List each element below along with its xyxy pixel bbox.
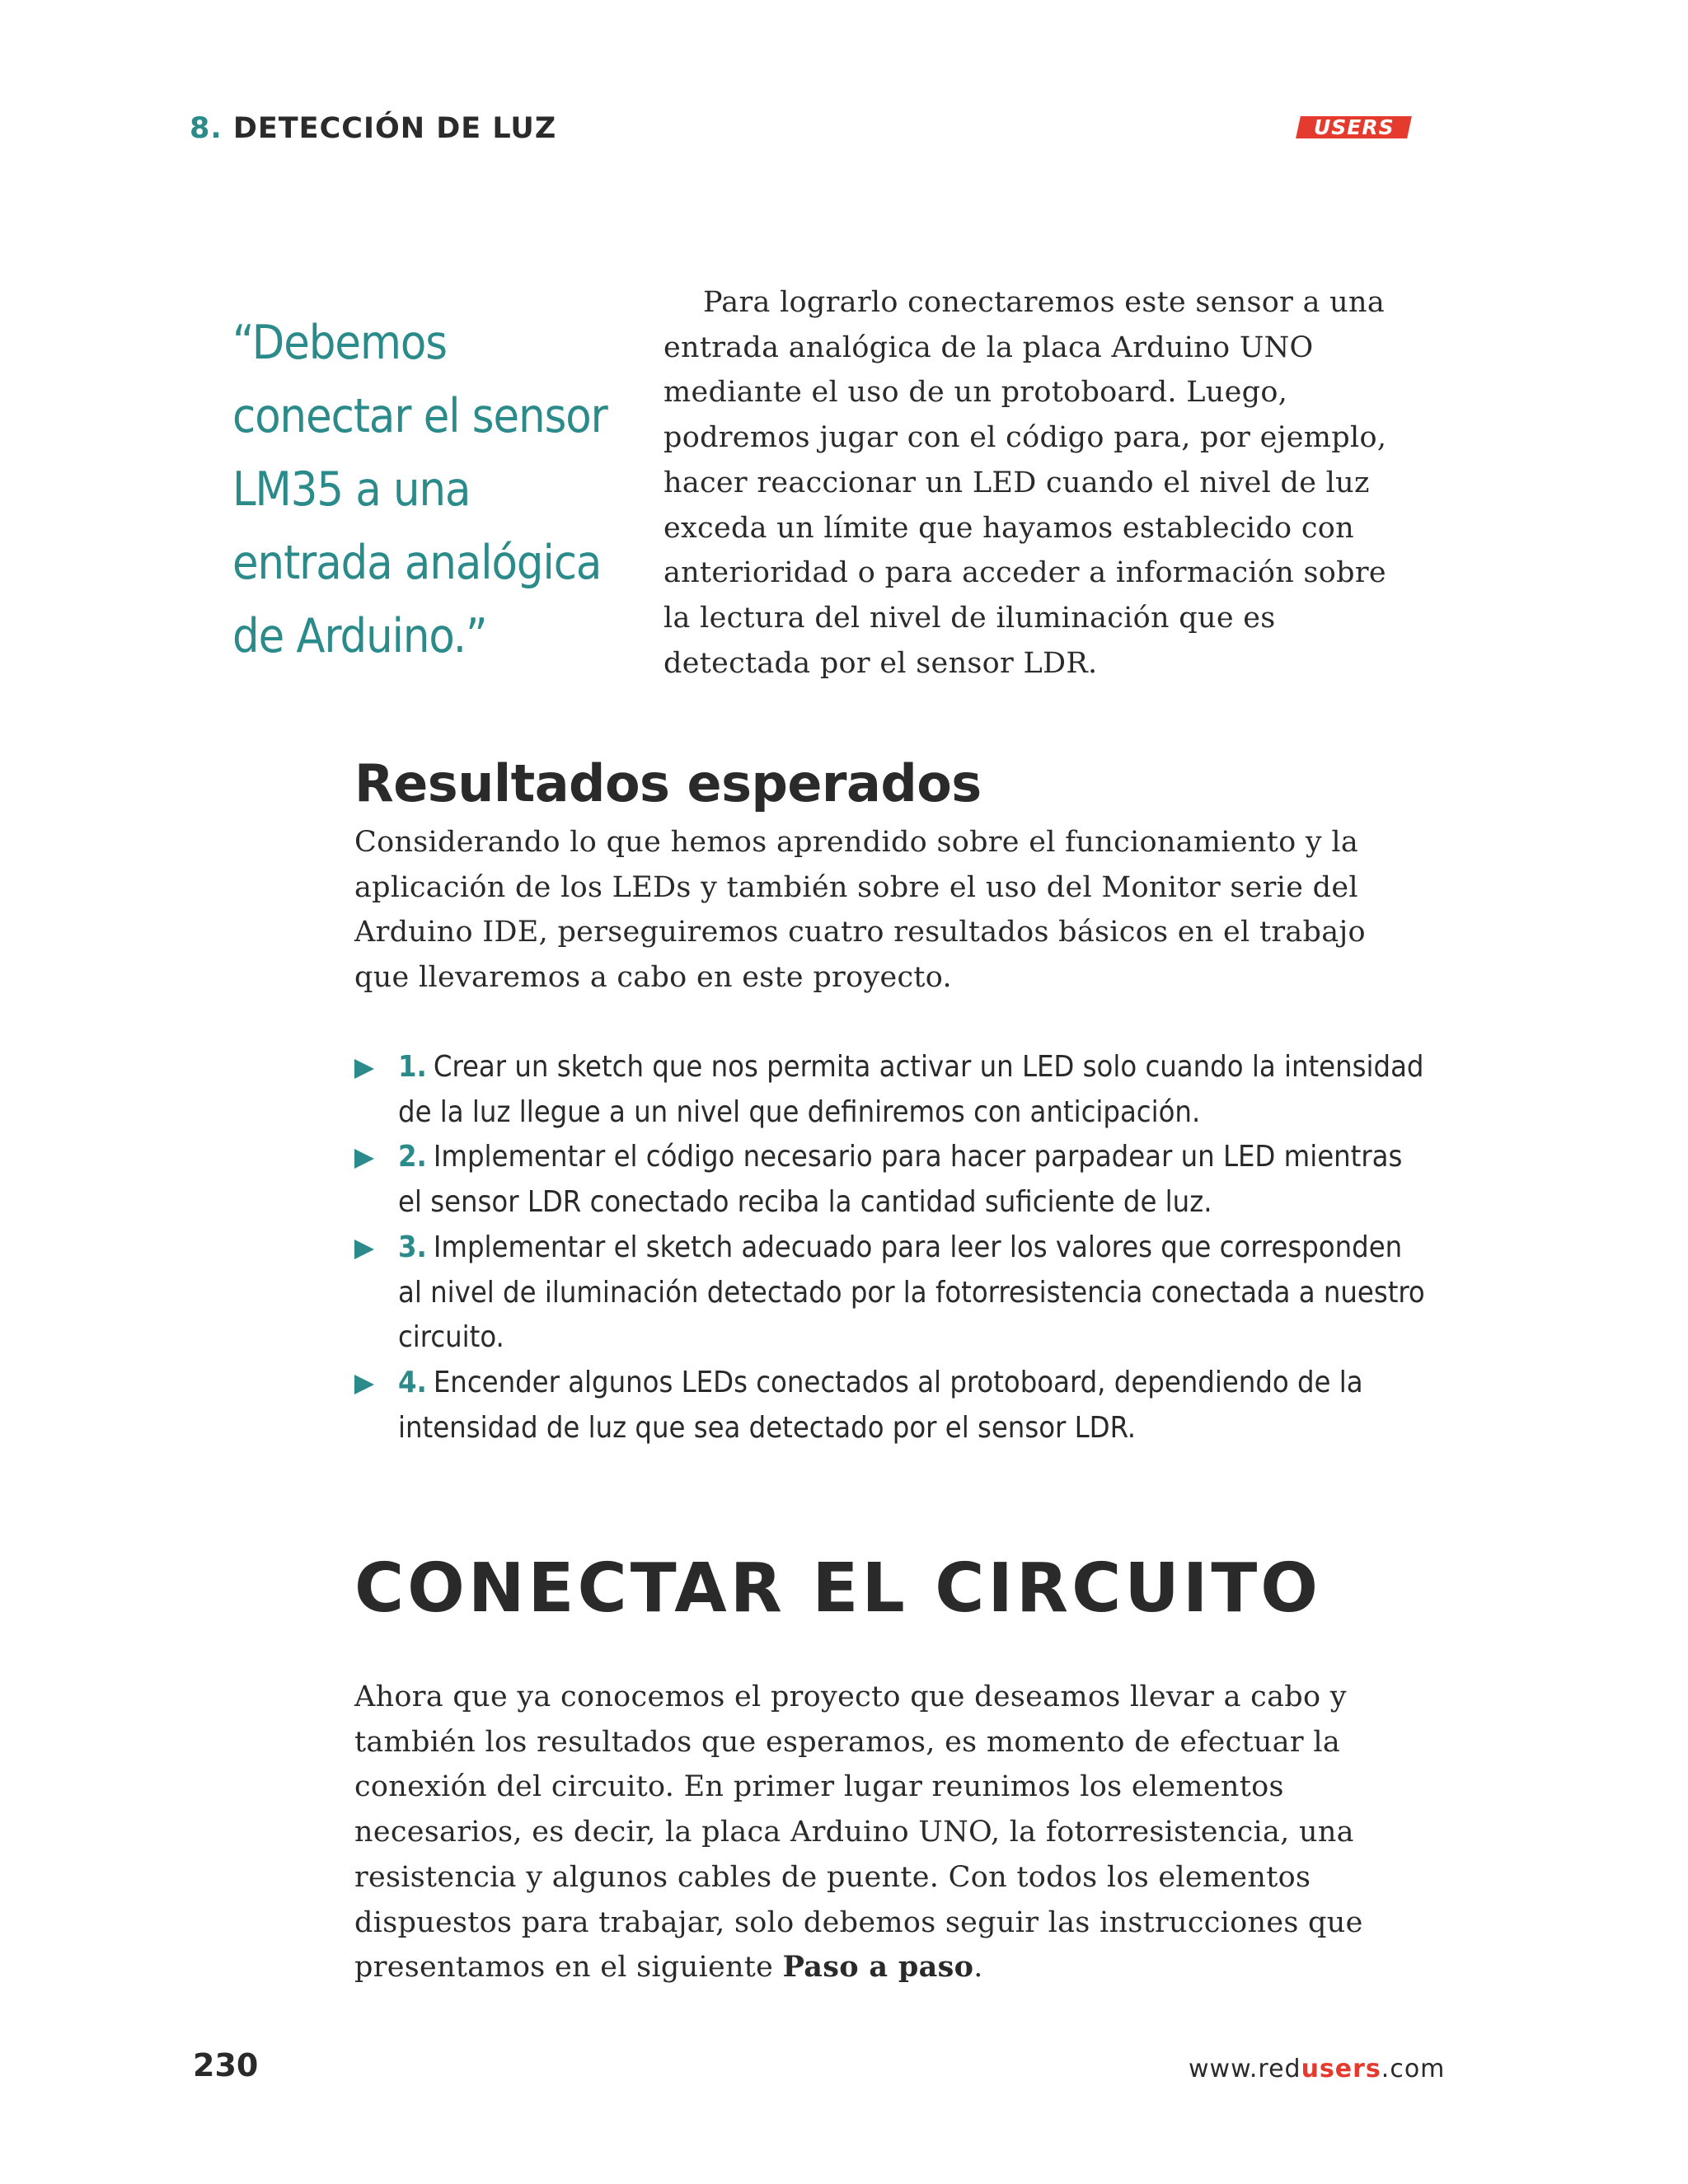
results-paragraph: Considerando lo que hemos aprendido sobre el funcionamiento y la aplicación de los LEDs y también sobre el uso del Monitor serie del Arduino IDE, perseguiremos cuatro resultados básicos en el trabajo que llevaremos a cabo en este proyecto. [354, 826, 1366, 995]
paso-a-paso-reference: Paso a paso [782, 1950, 974, 1985]
site-prefix: www.red [1189, 2055, 1301, 2083]
triangle-bullet-icon [354, 1149, 374, 1169]
list-item [354, 1135, 1426, 1225]
list-item-number: 3. [398, 1230, 427, 1264]
triangle-bullet-icon [354, 1375, 374, 1394]
intro-paragraph: Para lograrlo conectaremos este sensor a una entrada analógica de la placa Arduino UNO mediante el uso de un protoboard. Luego, podremos jugar con el código para, por ejemplo, hacer reaccionar un LED cuando el nivel de luz exceda un límite que hayamos establecido con anterioridad o para acceder a información sobre la lectura del nivel de iluminación que es detectada por el sensor LDR. [663, 286, 1387, 680]
triangle-bullet-icon [354, 1240, 374, 1259]
list-item [354, 1045, 1426, 1135]
list-item-text: Implementar el código necesario para hacer parpadear un LED mientras el sensor LDR conectado reciba la cantidad suficiente de luz. [398, 1140, 1403, 1220]
list-item-text: Implementar el sketch adecuado para leer los valores que corresponden al nivel de iluminación detectado por la fotorresistencia conectada a nuestro circuito. [398, 1230, 1425, 1355]
list-item-number: 4. [398, 1365, 427, 1399]
site-url [1189, 2055, 1445, 2083]
triangle-bullet-icon [354, 1059, 374, 1079]
chapter-title: DETECCIÓN DE LUZ [232, 112, 557, 145]
logo-text: USERS [1313, 115, 1395, 139]
list-item [354, 1226, 1426, 1361]
list-item-number: 1. [398, 1050, 427, 1084]
results-list [354, 1045, 1426, 1451]
users-logo [1296, 116, 1412, 138]
site-brand: users [1301, 2055, 1381, 2083]
circuit-paragraph-text: Ahora que ya conocemos el proyecto que deseamos llevar a cabo y también los resultados que esperamos, es momento de efectuar la conexión del circuito. En primer lugar reunimos los elementos necesarios, es decir, la placa Arduino UNO, la fotorresistencia, una resistencia y algunos cables de puente. Con todos los elementos dispuestos para trabajar, solo debemos seguir las instrucciones que presentamos en el siguiente [354, 1680, 1363, 1985]
circuit-paragraph-end: . [973, 1951, 983, 1985]
chapter-number: 8. [190, 112, 223, 145]
site-suffix: .com [1381, 2055, 1446, 2083]
results-section [354, 820, 1426, 1001]
list-item-number: 2. [398, 1140, 427, 1174]
circuit-paragraph [354, 1675, 1426, 1990]
pull-quote: “Debemos conectar el sensor LM35 a una entrada analógica de Arduino.” [232, 316, 607, 663]
circuit-heading: CONECTAR EL CIRCUITO [354, 1549, 1321, 1628]
chapter-header [190, 112, 556, 145]
intro-section [663, 280, 1422, 686]
list-item-text: Encender algunos LEDs conectados al protoboard, dependiendo de la intensidad de luz que sea detectado por el sensor LDR. [398, 1365, 1363, 1445]
page-number: 230 [193, 2047, 259, 2083]
results-heading: Resultados esperados [354, 753, 982, 813]
circuit-section [354, 1675, 1426, 1990]
list-item-text: Crear un sketch que nos permita activar un LED solo cuando la intensidad de la luz llegue a un nivel que definiremos con anticipación. [398, 1050, 1424, 1129]
list-item [354, 1361, 1426, 1451]
